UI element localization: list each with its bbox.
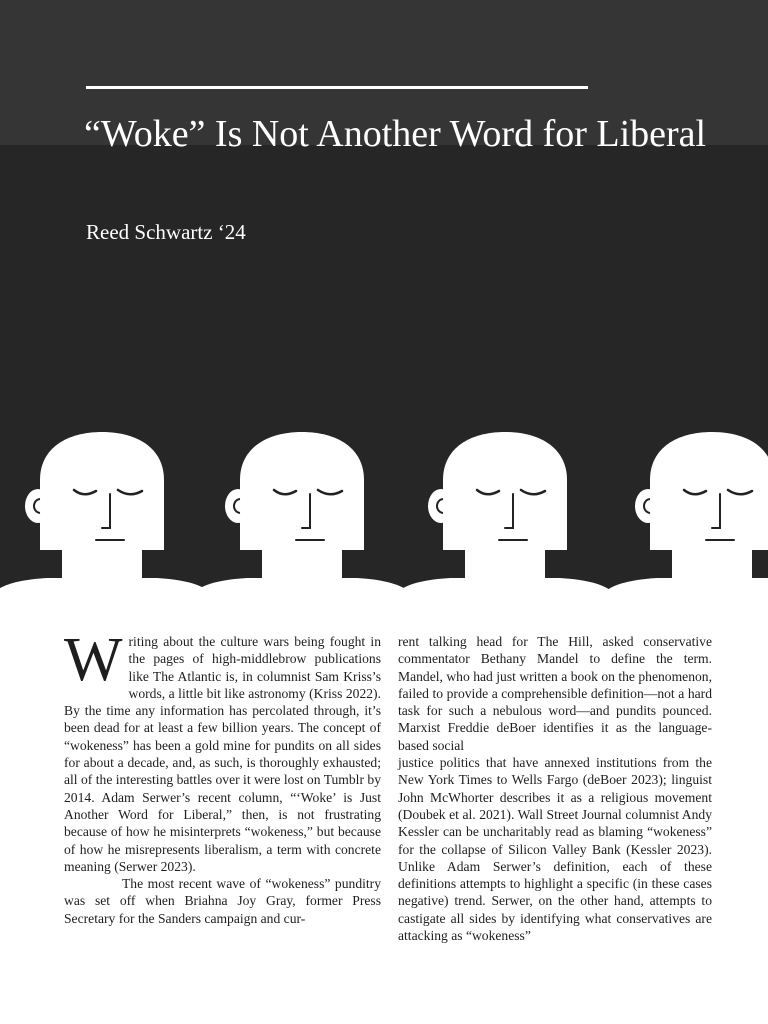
paragraph-2: The most recent wave of “wokeness” punditry was set off when Briahna Joy Gray, former Press Secretary for the Sanders campaign and cur-: [64, 876, 381, 926]
drop-cap: W: [64, 626, 123, 694]
head-figure: [190, 432, 414, 600]
title-rule: [86, 86, 588, 89]
head-figure: [393, 432, 617, 600]
meditating-heads-illustration: [0, 400, 768, 600]
paragraph-3: justice politics that have annexed institutions from the New York Times to Wells Fargo (deBoer 2023); linguist John McWhorter describes it as a religious movement (Doubek et al. 2021). Wall Street Journal columnist Andy Kessler can be uncharitably read as blaming “wokeness” for the collapse of Silicon Valley Bank (Kessler 2023). Unlike Adam Serwer’s definition, each of these definitions attempts to highlight a specific (in these cases negative) trend. Serwer, on the other hand, attempts to castigate all sides by identifying what conservatives are attacking as “wokeness”: [398, 755, 712, 944]
paragraph-2-continued: rent talking head for The Hill, asked conservative commentator Bethany Mandel to define the term. Mandel, who had just written a book on the phenomenon, failed to provide a comprehensible definition—not a hard task for such a nebulous word—and pundits pounced. Marxist Freddie deBoer identifies it as the language-based social: [398, 634, 712, 753]
article-author: Reed Schwartz ‘24: [86, 220, 246, 244]
article-title: “Woke” Is Not Another Word for Liberal: [84, 113, 707, 155]
paragraph-1: [64, 626, 381, 875]
head-figure: [0, 432, 214, 600]
paragraph-1-text: riting about the culture wars being fought in the pages of high-middlebrow publications like The Atlantic is, in columnist Sam Kriss’s words, a little bit like astronomy (Kriss 2022). By the time any information has percolated through, it’s been dead for at least a few billion years. The concept of “wokeness” has been a gold mine for pundits on all sides for about a decade, and, as such, is thoroughly exhausted; all of the interesting battles over it were lost on Tumblr by 2014. Adam Serwer’s recent column, “‘Woke’ is Just Another Word for Liberal,” then, is not frustrating because of how he misinterprets “wokeness,” but because of how he misrepresents liberalism, a term with concrete meaning (Serwer 2023).: [64, 634, 381, 874]
article-body: [0, 600, 768, 1024]
head-figure: [600, 432, 768, 600]
column-left: [64, 626, 381, 927]
column-right: [398, 633, 712, 944]
